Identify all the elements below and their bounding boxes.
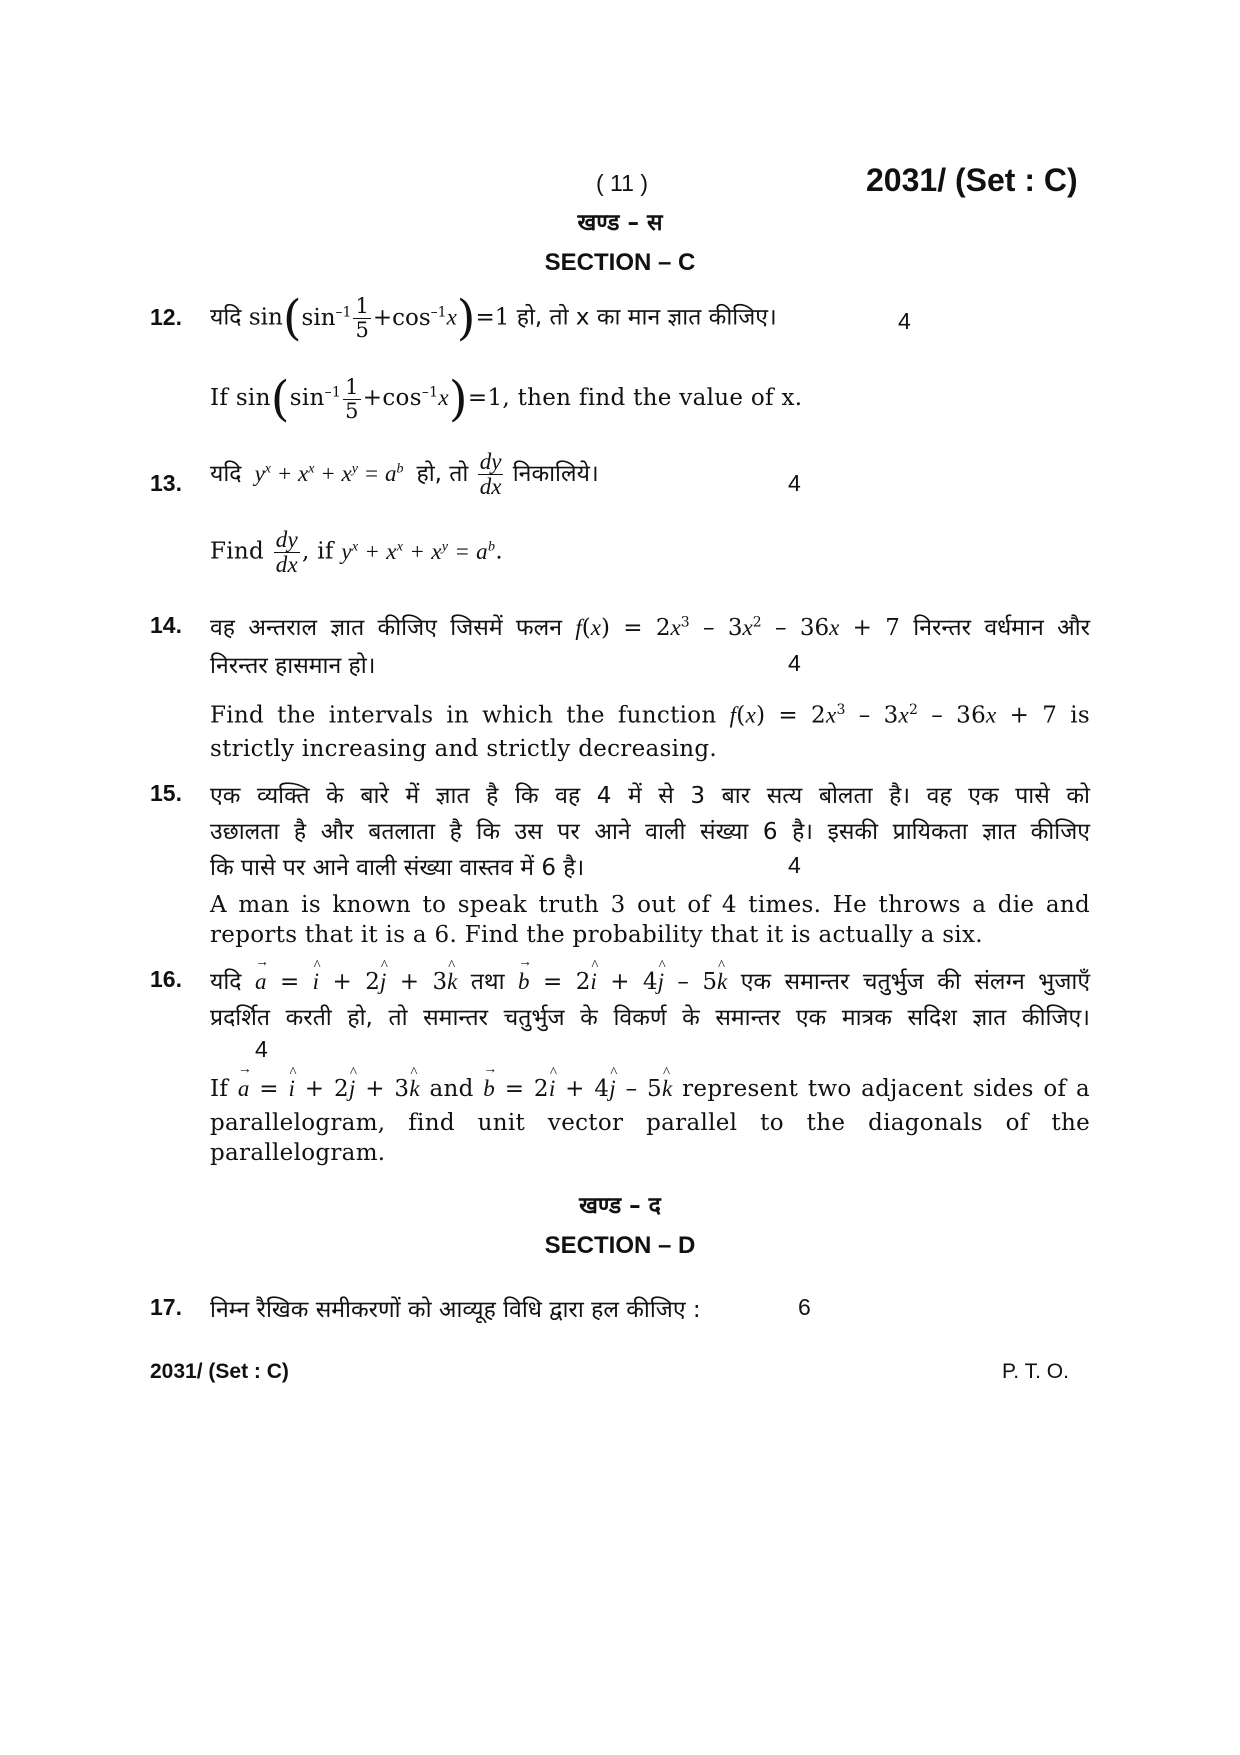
marks: 4 [788, 470, 801, 496]
page-number: ( 11 ) [596, 170, 648, 196]
question-number: 16. [150, 966, 182, 992]
marks: 6 [798, 1294, 811, 1320]
question-14-english-line-1: Find the intervals in which the function $f(x) = 2x^3 - 3x^2 - 36x + 7$ is [210, 702, 1090, 729]
question-number: 14. [150, 612, 182, 638]
question-16-english-line-3: parallelogram. [210, 1140, 386, 1166]
question-14-english-line-2: strictly increasing and strictly decreasing. [210, 736, 718, 762]
question-17-hindi: निम्न रैखिक समीकरणों को आव्यूह विधि द्वारा हल कीजिए : [210, 1297, 701, 1323]
marks: 4 [255, 1036, 268, 1062]
question-16-hindi-line-2: प्रदर्शित करती हो, तो समान्तर चतुर्भुज के विकर्ण के समान्तर एक मात्रक सदिश ज्ञात कीजिए। [210, 1005, 1090, 1031]
question-number: 17. [150, 1294, 182, 1320]
question-number: 13. [150, 470, 182, 496]
section-c-title: SECTION – C [544, 249, 696, 276]
question-number: 15. [150, 780, 182, 806]
section-d-title: SECTION – D [544, 1232, 696, 1259]
marks: 4 [788, 852, 801, 878]
question-12-english: If $\sin(\sin^{-1}$ $\frac{1}{5}$ $+\cos^{-1}x)=1$, then find the value of x. [210, 371, 803, 427]
question-16-hindi-line-1: यदि → a = ^ i + 2^ j + 3^ k तथा → b = 2^ i + 4^ j – 5^ k एक समान्तर चतुर्भुज की संलग्न भुजाएँ [210, 964, 1090, 996]
section-c-hindi-title: खण्ड – स [577, 210, 663, 236]
question-16-english-line-1: If → a = ^ i + 2^ j + 3^ k and → b = 2^ i + 4^ j – 5^ k represent two adjacent sides of a [210, 1076, 1090, 1102]
question-15-english-line-1: A man is known to speak truth 3 out of 4 times. He throws a die and [210, 892, 1090, 918]
question-15-hindi-line-3: कि पासे पर आने वाली संख्या वास्तव में 6 है। [210, 855, 585, 881]
question-13-english: Find $\frac{dy}{dx}$ , if $y^x + x^x + x^y = a^b$. [210, 527, 503, 578]
question-15-hindi-line-1: एक व्यक्ति के बारे में ज्ञात है कि वह 4 में से 3 बार सत्य बोलता है। वह एक पासे को [210, 783, 1090, 809]
section-d-hindi-title: खण्ड – द [579, 1193, 661, 1219]
question-15-english-line-2: reports that it is a 6. Find the probability that it is actually a six. [210, 922, 983, 948]
question-14-hindi-line-2: निरन्तर हासमान हो। [210, 653, 376, 679]
marks: 4 [788, 650, 801, 676]
question-12-hindi: यदि $\sin(\sin^{-1}$ $\frac{1}{5}$ $+\cos^{-1}x)=1$ हो, तो x का मान ज्ञात कीजिए। [210, 290, 777, 346]
question-15-hindi-line-2: उछालता है और बतलाता है कि उस पर आने वाली संख्या 6 है। इसकी प्रायिकता ज्ञात कीजिए [210, 819, 1090, 845]
set-code-header: 2031/ (Set : C) [866, 162, 1078, 198]
question-13-hindi: यदि $y^x + x^x + x^y = a^b$ हो, तो $\frac{dy}{dx}$ निकालिये। [210, 449, 599, 500]
question-14-hindi-line-1: वह अन्तराल ज्ञात कीजिए जिसमें फलन $f(x) = 2x^3 - 3x^2 - 36x + 7$ निरन्तर वर्धमान और [210, 614, 1091, 641]
marks: 4 [898, 308, 911, 334]
page-turn-over: P. T. O. [1002, 1360, 1069, 1383]
question-16-english-line-2: parallelogram, find unit vector parallel to the diagonals of the [210, 1110, 1090, 1136]
question-number: 12. [150, 304, 182, 330]
set-code-footer: 2031/ (Set : C) [150, 1360, 289, 1383]
